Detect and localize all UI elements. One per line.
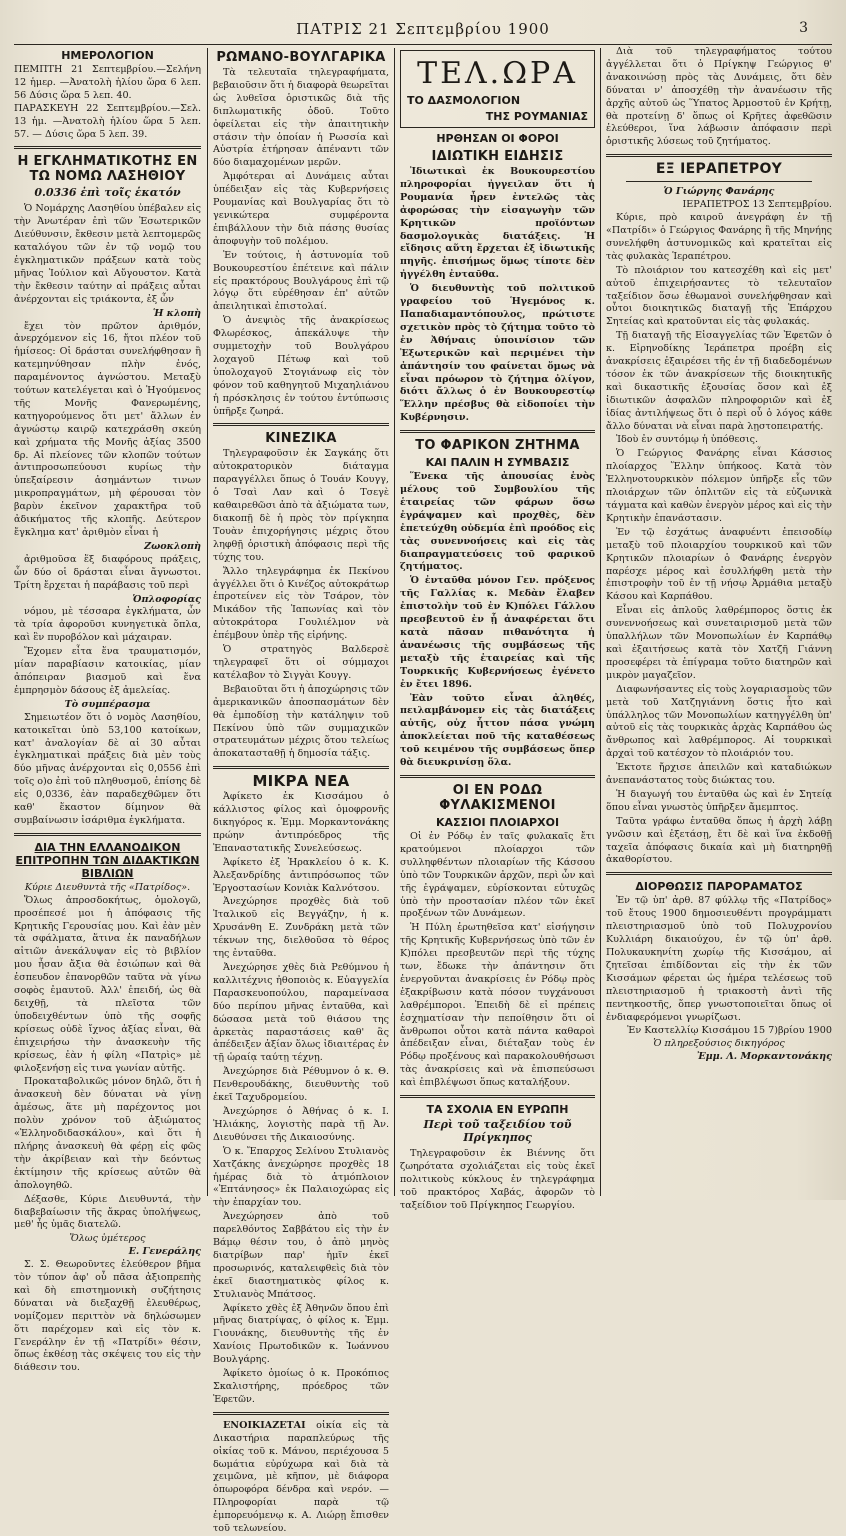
divider xyxy=(400,1095,595,1098)
article-subtitle: Περὶ τοῦ ταξειδίου τοῦ Πρίγκηπος xyxy=(423,1118,572,1144)
banner-subtitle: ΤΗΣ ΡΟΥΜΑΝΙΑΣ xyxy=(485,110,588,123)
article-paragraph: Δέξασθε, Κύριε Διευθυντά, τὴν διαβεβαίωσιν τῆς ἄκρας ὑπολήψεως, μεθ' ἧς ὑμᾶς διατελῶ. xyxy=(14,1193,201,1231)
article-paragraph: Ἡ διαγωγή του ἐνταῦθα ὡς καὶ ἐν Σητείᾳ ὅπου εἶναι γνωστὸς ὑπῆρξεν ἄμεμπτος. xyxy=(606,788,832,813)
masthead xyxy=(0,20,846,42)
article-paragraph: Τὰ τελευταῖα τηλεγραφήματα, βεβαιοῦσιν ὅτι ἡ διαφορὰ θεωρεῖται ὡς λυθεῖσα ὁριστικῶς διὰ τῆς διπλωματικῆς ὁδοῦ. Τοῦτο ὀφείλεται εἰς τὴν ἀπαιτητικὴν στάσιν τὴν ὁποίαν ἡ Ρωσσία καὶ Αὐστρία ἐτήρησαν ἀπέναντι τῶν δύο διαμαχομένων μερῶν. xyxy=(213,67,389,169)
masthead-title: ΠΑΤΡΙΣ 21 Σεπτεμβρίου 1900 xyxy=(296,20,550,38)
article-title: ΔΙΑ ΤΗΝ ΕΛΛΑΝΟΔΙΚΟΝ ΕΠΙΤΡΟΠΗΝ ΤΩΝ ΔΙΔΑΚΤΙΚΩΝ ΒΙΒΛΙΩΝ xyxy=(15,840,200,880)
article-paragraph: Ταῦτα γράφω ἐνταῦθα ὅπως ἡ ἀρχὴ λάβῃ γνῶσιν καὶ ἐξετάσῃ, ἔτι δὲ καὶ ἵνα ἐκδοθῇ ταχεῖα ἀπόφασις δικαία καὶ μὴ διατηρηθῇ ἀκαθορίστου. xyxy=(606,815,832,866)
calendar-entry: ΠΕΜΠΤΗ 21 Σεπτεμβρίου.—Σελήνη 12 ἡμερ. —Ἀνατολὴ ἡλίου ὥρα 6 λεπ. 56 Δύσις ὥρα 5 λεπ. 40. xyxy=(14,64,201,101)
classified-ad-text: οἰκία εἰς τὰ Δικαστήρια παραπλεύρως τῆς οἰκίας τοῦ κ. Μάνου, περιέχουσα 5 δωμάτια εὐρύχωρα καὶ διὰ τὰ χειμῶνα, μὲ κῆπον, μὲ διάφορα ὀπωροφόρα δένδρα καὶ νερόν. — Πληροφορίαι παρὰ τῷ ἐμπορευόμενῳ κ. Α. Λιώρῃ ἔπισθεν τοῦ τελωνείου. xyxy=(213,1419,389,1535)
article-title: ΚΙΝΕΖΙΚΑ xyxy=(265,431,337,447)
column-4 xyxy=(606,46,832,1196)
letter-signature: Ε. Γενεράλης xyxy=(128,1246,201,1258)
divider xyxy=(213,1412,389,1415)
article-subtitle: ΚΑΣΣΙΟΙ ΠΛΟΙΑΡΧΟΙ xyxy=(435,815,560,829)
article-paragraph: Διὰ τοῦ τηλεγραφήματος τούτου ἀγγέλλεται ὅτι ὁ Πρίγκηψ Γεώργιος θ' ἀνακοινώσῃ πρὸς τὰς Δυνάμεις, ὅτι δὲν δύναται ν' ἀποσχέθῃ τὴν ἀνανέωσιν τῆς ἀρχῆς αὐτοῦ ὡς Ὕπατος Ἁρμοστοῦ ἐν Κρήτῃ, θὰ προτείνῃ δ' ὅπως οἱ Κρῆτες ἀφεθῶσιν ἐλεύθεροι, ἵνα λάβωσιν ἀπόφασιν περὶ ὁριστικῆς λύσεως τοῦ ζητήματος. xyxy=(606,46,832,148)
article-paragraph: Ἰδιωτικαὶ ἐκ Βουκουρεστίου πληροφορίαι ἠγγειλαν ὅτι ἡ Ρουμανία ἦρεν ἐντελῶς τὰς ἀφορώσας τὴν εἰσαγωγὴν τῶν Κρητικῶν προϊόντων δασμολογικὰς διατάξεις. Ἡ εἴδησις αὕτη ἔρχεται ἐξ ἰδιωτικῆς πηγῆς. ἐπισήμως ὅμως τίποτε δὲν ἠγγέλθη ἐνταῦθα. xyxy=(400,166,595,281)
news-item: Ἀφίκετο ἐξ Ἡρακλείου ὁ κ. Κ. Ἀλεξανδρίδης ἀντιπρόσωπος τῶν Ἐργοστασίων Κονιὰκ Καλνότσου. xyxy=(213,856,389,894)
column-rule-2 xyxy=(394,48,395,1196)
article-paragraph: Τηλεγραφοῦσιν ἐκ Σαγκάης ὅτι αὐτοκρατορικὸν διάταγμα παραγγέλλει ὅπως ὁ Τουάν Κουγγ, ὁ Τσαὶ Λαν καὶ ὁ Τσεγὲ καθαιρεθῶσι ἀπὸ τὰ ἀξιώματα των, διακοπῇ δὲ ἡ πρὸς τὸν πρίγκηπα Τουὰν ἐπιχορήγησις μέχρις ὅτου ληφθῇ ὁριστικὴ ἀπόφασις περὶ τῆς τύχης του. xyxy=(213,448,389,563)
divider xyxy=(14,146,201,149)
article-paragraph: Σημειωτέον ὅτι ὁ νομὸς Λασηθίου, κατοικεῖται ὑπὸ 53,100 κατοίκων, κατ' ἀναλογίαν δὲ αἱ 30 αὗται ἐγκληματικαὶ πράξεις διὰ μὲν τοὺς δύο μῆνας ἀνέρχονται εἰς 0,0556 ἐπὶ τοῖς ο)ο ἐπὶ τοῦ πληθυσμοῦ, ἐπίσης δὲ εἰς 0,0336, ἐὰν παραδεχθῶμεν ὅτι καθ' ἕκαστον δίμηνον θὰ συμβαίνωσιν ἰσάριθμα ἐγκλήματα. xyxy=(14,711,201,826)
divider xyxy=(400,430,595,433)
article-paragraph: ἔχει τὸν πρῶτον ἀριθμόν, ἀνερχόμενον εἰς 16, ἤτοι πλέον τοῦ ἡμίσεος: Οἱ δράσται συνελήφθησαν ἢ κατεμηνύθησαν πλὴν ἑνός, παραμένοντος ἀγνώστου. Μεταξὺ τούτων κατελέγεται καὶ ὁ Ἡγούμενος τῆς Μονῆς Φανερωμένης, κατηγορούμενος ὅτι μετ' ἄλλων ἐν ἀγνώστῳ καιρῷ κατεχράσθη σκεύη καὶ χρήματα τῆς Μονῆς ἀξίας 3500 δρ. Αἱ πλείονες τῶν κλοπῶν τούτων ἀντιπροσωπεύουσι κυρίως τὴν ὑπεξαίρεσιν ἀσημάντων τινων μικροπραγμάτων, μὴ φέρουσαι τὸν βαρὺν ἐκεῖνον χαρακτῆρα τοῦ ἀδικήματος τῆς κλοπῆς. Δεύτερον ἔγκλημα κατ' ἀριθμὸν εἶναι ἡ xyxy=(14,320,201,538)
article-title: ΜΙΚΡΑ ΝΕΑ xyxy=(252,772,350,791)
article-title: ΔΙΟΡΘΩΣΙΣ ΠΑΡΟΡΑΜΑΤΟΣ xyxy=(635,880,803,894)
article-paragraph: Εἶναι εἰς ἀπλοῦς λαθρέμπορος ὅστις ἐκ συνεννοήσεως καὶ συνεταιρισμοῦ μετὰ τῶν ὑπαλλήλων τῶν Μονοπωλίων ἐν Καρπάθῳ καὶ ἐξαιτήσεως κατὰ τὸν Χατζῆ Γιάννη προσεφέρει τὰ ἐπίγραμα τοῦτο διατηρῶν καὶ μικρὸν μαγαζεῖον. xyxy=(606,605,832,681)
article-paragraph: Τηλεγραφοῦσιν ἐκ Βιέννης ὅτι ζωηρότατα σχολιάζεται εἰς τοὺς ἐκεῖ πολιτικοὺς κύκλους ἐν τηλεγράφημα τοῦ πρακτόρος Χαβάς, ἀφορῶν τὸ ταξείδιον τοῦ Πρίγκηπος Γεωργίου. xyxy=(400,1147,595,1211)
article-paragraph: Ὁ ἐνταῦθα μόνον Γεν. πρόξενος τῆς Γαλλίας κ. Μεδὰν ἔλαβεν ἐπιστολὴν τοῦ ἐν Κ)πόλει Γάλλου πρεσβευτοῦ ἐν ᾗ ἀναφέρεται ὅτι κατὰ πᾶσαν πιθανότητα ἡ ἀνανέωσις τῆς συμβάσεως τῆς μεταξὺ τῆς ἑταιρείας καὶ τῆς Τουρκικῆς Κυβερνήσεως ἐγένετο ἐν ἔτει 1896. xyxy=(400,575,595,690)
article-paragraph: νόμου, μὲ τέσσαρα ἐγκλήματα, ὧν τὰ τρία ἀφοροῦσι κυνηγετικὰ ὅπλα, καὶ ἓν πυροβόλον καὶ μάχαιραν. xyxy=(14,606,201,644)
letter-closing: Ὅλως ὑμέτερος xyxy=(69,1233,146,1245)
article-title: ΕΞ ΙΕΡΑΠΕΤΡΟΥ xyxy=(655,161,783,178)
news-item: Ἀνεχώρησε ὁ Ἀθήνας ὁ κ. Ι. Ἠλιάκης, λογιστὴς παρὰ τῇ Ἀν. Διευθύνσει τῆς Δικαιοσύνης. xyxy=(213,1105,389,1143)
article-paragraph: Βεβαιοῦται ὅτι ἡ ἀποχώρησις τῶν ἀμερικανικῶν ἀποσπασμάτων δὲν θὰ ἐμποδίσῃ τὴν κατάληψιν τοῦ Πεκίνου ὑπὸ τῶν συμμαχικῶν στρατευμάτων μέχρις ὅτου τελείως ἀποκατασταθῇ ἡ δημοσία τάξις. xyxy=(213,683,389,760)
article-paragraph: Ἔχομεν εἶτα ἕνα τραυματισμόν, μίαν παραβίασιν κατοικίας, μίαν ἀπόπειραν βιασμοῦ καὶ ἕνα ἐμπρησμὸν δάσους ἐξ ἀμελείας. xyxy=(14,646,201,696)
article-paragraph: Ὅλως ἀπροσδοκήτως, ὁμολογῶ, προσέπεσέ μοι ἡ ἀπόφασις τῆς Κρητικῆς Γερουσίας μου. Καὶ ἐὰν μὲν τὰ σφάλματα, ἅτινα ἐκ παναδήλων αἰτιῶν ἀνεκάλυψαν εἰς τὸ βιβλίον μου ἦσαν ἄξια θὰ ἐσιώπων καὶ θὰ ἐσπευδον ἐπανορθῶν ταῦτα νὰ γίνω σοφὸς ἐμαυτοῦ. Ἀλλ' ἐπειδή, ὡς θὰ δειχθῇ, τὰ πλεῖστα τῶν ὑποδειχθέντων ὑπὸ τῆς σοφῆς κρίσεως οὐδὲ ἴχνος ἀξίας εἶναι, θὰ ἐπιχειρήσω τὴν ἀνασκευὴν τῆς κρίσεως, ἐὰν ἡ φίλη «Πατρὶς» μὲ φιλοξενήσῃ εἰς τινα γωνίαν αὐτῆς. xyxy=(14,894,201,1074)
article-paragraph: Ὁ στρατηγὸς Βαλδερσὲ τηλεγραφεῖ ὅτι οἱ σύμμαχοι κατέλαβον τὸ Σιγγὰι Κουγγ. xyxy=(213,644,389,681)
article-paragraph: Ἐὰν τοῦτο εἶναι ἀληθές, πειλαμβάνομεν εἰς τὰς διατάξεις αὐτῆς, οὐχ ἧττον πάσα γνώμη ἀποκλείεται ποῦ τῆς καταθέσεως τοῦ κειμένου τῆς συμβάσεως ὅπερ θὰ διευκρινίσῃ ὅλα. xyxy=(400,692,595,769)
article-title: ΗΡΘΗΣΑΝ ΟΙ ΦΟΡΟΙ xyxy=(436,132,559,145)
page-number: 3 xyxy=(799,20,808,36)
dateline: ΙΕΡΑΠΕΤΡΟΣ 13 Σεπτεμβρίου. xyxy=(682,199,832,211)
section-head: Ζωοκλοπὴ xyxy=(144,540,201,552)
article-paragraph: Ὁ διευθυντὴς τοῦ πολιτικοῦ γραφείου τοῦ Ἡγεμόνος κ. Παπαδιαμαντόπουλος, πρώτιστε σχετικὸν πρὸς τὸ ζήτημα τοῦτο τὸ ἐν Ἀθήναις ὑποινίσιον τῶν Ἐξωτερικῶν καὶ περιμένει τὴν ἀπάντησίν του φαίνεται ὅμως νὰ εἶναι πρόωρον τὸ ζήτημα ὀλίγον, διότι ἄλλως ὁ ἐν Βουκουρεστίῳ Ἕλλην πρέσβυς θὰ εἰδοποίει τὴν Κυβέρνησιν. xyxy=(400,283,595,424)
article-title: Η ΕΓΚΛΗΜΑΤΙΚΟΤΗΣ ΕΝ ΤΩ ΝΟΜΩ ΛΑΣΗΘΙΟΥ xyxy=(17,154,198,185)
news-item: Ἀνεχώρησε προχθὲς διὰ τοῦ Ἰταλικοῦ εἰς Βεγγάζην, ἡ κ. Χρυσάνθη Ε. Ζυνδράκη μετὰ τῶν τέκνων της, διελθοῦσα τὸ θέρος της ἐνταῦθα. xyxy=(213,896,389,960)
column-1 xyxy=(14,46,201,1374)
divider xyxy=(626,181,812,182)
article-title: ΡΩΜΑΝΟ-ΒΟΥΛΓΑΡΙΚΑ xyxy=(216,50,386,65)
classified-ad-title: ΕΝΟΙΚΙΑΖΕΤΑΙ xyxy=(223,1419,306,1431)
article-paragraph: Σ. Σ. Θεωροῦντες ἐλεύθερον βῆμα τὸν τύπον ἀφ' οὗ πᾶσα ἀξιοπρεπὴς καὶ δὴ επιστημονικὴ συζήτησις δύναται νὰ διεξαχθῇ ἐλευθέρως, νομίζομεν περιττὸν νὰ δηλώσωμεν ὅτι παρέχομεν καὶ εἰς τὸν κ. Γενεράλην ἐν τῇ «Πατρίδι» θέσιν, ὅπως ἐκθέσῃ τὰς σκέψεις του εἰς τὴν διάθεσιν του. xyxy=(14,1259,201,1374)
article-title: ΟΙ ΕΝ ΡΟΔΩ ΦΥΛΑΚΙΣΜΕΝΟΙ xyxy=(439,782,556,813)
banner-title: ΤΕΛ.ΩΡΑ xyxy=(417,56,578,91)
article-paragraph: Ἡ Πύλη ἐρωτηθεῖσα κατ' εἰσήγησιν τῆς Κρητικῆς Κυβερνήσεως ὑπὸ τῶν ἐν Κ)πόλει πρεσβευτῶν περὶ τῆς τύχης των, ἔδωκε τὴν ἀπάντησιν ὅτι ἐνεργοῦνται ἀνακρίσεις ἐν Ρόδῳ πρὸς ἐξακρίβωσιν κατὰ πόσον τυγχάνουσι λαθρέμποροι. Ἐπειδὴ δὲ εἰ πρέπεις ἐσχηματίσαν τὴν πεποίθησιν ὅτι οἱ ἄνθρωποι οὗτοι κατὰ πάντα καθαροὶ ἀπέδειξαν εἶναι, διέταξαν τοὺς ἐν Ρόδῳ προξένους καὶ παρακολουθήσωσι τὰς ἀνακρίσεις καὶ νὰ ἐπισπεύσωσι καὶ ἐπιβλέψωσι ὅπως καταλήξουν. xyxy=(400,922,595,1089)
column-rule-3 xyxy=(600,48,601,1196)
calendar-title: ΗΜΕΡΟΛΟΓΙΟΝ xyxy=(61,49,154,62)
news-item: Ὁ κ. Ἔπαρχος Σελίνου Στυλιανὸς Χατζάκης ἀνεχώρησε προχθὲς 18 ἡμέρας διὰ τὸ ἀτμόπλοιον «Ἐπτάνησος» ἐκ Παλαιοχώρας εἰς τὴν ἐπαρχίαν του. xyxy=(213,1145,389,1209)
article-paragraph: Ἐν τῷ ὑπ' ἀρθ. 87 φύλλῳ τῆς «Πατρίδος» τοῦ ἔτους 1900 δημοσιευθέντι προγράμματι πλειστηριασμοῦ ὑπὸ τοῦ Πολυχρονίου Κυλλιάρη δικαιούχου, ἐν τῷ ὑπ' ἀρθ. Πολυκαυκηνίτη χωρίῳ τῆς Κισσάμου, αἱ ζητεῖσαι ἐπιδίδονται εἰς τὴν ἐκ τῶν Κισσάμων φέρεται ὡς ἡμέρα τελέσεως τοῦ πλειστηριασμοῦ ἡ τριακοστὴ ἀντὶ τῆς πεντηκοστῆς, ὅπερ γνωστοποιεῖται ὅπως οἱ ἐνδιαφερόμενοι γνωρίζωσι. xyxy=(606,895,832,1023)
divider xyxy=(213,423,389,426)
article-paragraph: ἀριθμοῦσα ἕξ διαφόρους πράξεις, ὧν δύο οἱ δράσται εἶναι ἄγνωστοι. Τρίτη ἔρχεται ἡ παράβασις τοῦ περὶ xyxy=(14,553,201,591)
article-paragraph: Ἕνεκα τῆς ἀπουσίας ἑνὸς μέλους τοῦ Συμβουλίου τῆς ἑταιρείας τῶν φάρων ὅσω ἐγράψαμεν καὶ προχθὲς, δὲν ἐπετεύχθη οὐδεμία ἐπὶ προόδος εἰς τὰς συνεννοήσεις καὶ εἰς τὰς διαπραγματεύσεις τοῦ φαρικοῦ ζητήματος. xyxy=(400,471,595,573)
article-paragraph: Τῇ διαταγῇ τῆς Εἰσαγγελίας τῶν Ἐφετῶν ὁ κ. Εἰρηνοδίκης Ἱεράπετρα προέβη εἰς ἀνακρίσεις ἐξαιρέσει τῆς ἐν τῇ διαδεδομένων τόσον ἐκ τῶν ἀνακρίσεων τῆς διοικητικῆς καὶ δικαστικῆς ἐξουσίας ὅσον καὶ ἐξ ἰδιωτικῶν ἀσφαλῶν πληροφοριῶν καὶ ἐξ ἰδίας ἀντιλήψεως ὅτι ὁ περὶ οὗ ὁ λόγος κάθε ἄλλο δύναται νὰ εἶναι παρὰ λῃστοπειρατής. xyxy=(606,330,832,432)
divider xyxy=(400,775,595,778)
article-paragraph: Ὁ ἀνεψιὸς τῆς ἀνακρίσεως Φλωρέσκος, ἀπεκάλυψε τὴν συμμετοχὴν τοῦ Βουλγάρου λοχαγοῦ Πέτωφ καὶ τοῦ ὑπολοχαγοῦ Στογιάνωφ εἰς τὸν φόνον τοῦ καθηγητοῦ Μιχαηλιάνου ἡ πρόσκλησις ἐν τούτου ἐντύπωσις ὑπῆρξε ζωηρά. xyxy=(213,315,389,417)
article-paragraph: Ἄλλο τηλεγράφημα ἐκ Πεκίνου ἀγγέλλει ὅτι ὁ Κινέζος αὐτοκράτωρ ἐπροτείνεν εἰς τὸν Τσάρον, τὸν Μικάδον τῆς Ἰαπωνίας καὶ τὸν αὐτοκράτορα Γουλιέλμον νὰ ἐπέμβουν ὑπὲρ τῆς εἰρήνης. xyxy=(213,565,389,642)
news-item: Ἀνεχώρησεν ἀπὸ τοῦ παρελθόντος Σαββάτου εἰς τὴν ἐν Βάμῳ θέσιν του, ὁ ἀπὸ μηνὸς διατρίβων παρ' ἡμῖν ἐκεῖ προσωρινός, καταλειφθεὶς διὰ τὸν ἐκεῖ διαστηματικὸς φίλος κ. Στυλιανὸς Μπάτσος. xyxy=(213,1211,389,1300)
news-item: Ἀνεχώρησε χθὲς διὰ Ρεθύμνου ἡ καλλιτέχνις ἠθοποιὸς κ. Εὐαγγελία Παρασκευοπούλου, παραμείνασα δύο περίπου μῆνας ἐνταῦθα, καὶ δώσασα μετὰ τοῦ θιάσου της ἀρκετὰς παραστάσεις καθ' ἃς ἀπέδειξεν ἀξίαν ὅλως ἰδιαιτέρας ἐν τῇ ὡραίᾳ ταύτῃ τέχνῃ. xyxy=(213,962,389,1064)
news-item: Ἀνεχώρησε διὰ Ρέθυμνον ὁ κ. Θ. Πενθερουδάκης, διευθυντὴς τοῦ ἐκεῖ Ταχυδρομείου. xyxy=(213,1066,389,1104)
article-paragraph: Τὸ πλοιάριον του κατεσχέθη καὶ εἰς μετ' αὐτοῦ ἐπιχειρήσαντες τὸ τελευταῖον ταξείδιον ὅσω ἐθωμανοὶ συνελήφθησαν καὶ οὗτοι διοικητικῶς διαταγῇ τῆς Ἐπάρχου Σητείας καὶ κρατοῦνται εἰς τὰς φυλακάς. xyxy=(606,264,832,328)
divider xyxy=(606,872,832,875)
divider xyxy=(213,766,389,769)
article-subtitle: ΚΑΙ ΠΑΛΙΝ Η ΣΥΜΒΑΣΙΣ xyxy=(425,456,570,470)
article-title: ΤΟ ΦΑΡΙΚΟΝ ΖΗΤΗΜΑ xyxy=(415,438,580,454)
news-item: Ἀφίκετο ὁμοίως ὁ κ. Προκόπιος Σκαλιστήρης, πρόεδρος τῶν Ἐφετῶν. xyxy=(213,1368,389,1405)
article-subtitle: Ὁ Γιώργης Φανάρης xyxy=(663,186,775,198)
article-paragraph: Ὁ Νομάρχης Λασηθίου ὑπέβαλεν εἰς τὴν Ἀνωτέραν ἐπὶ τῶν Ἐσωτερικῶν Διεύθυνσιν, ἔκθεσιν μετὰ λεπτομερῶς καταλόγου τῶν ἐν τῷ νομῷ του ἐγκληματικῶν πράξεων κατὰ τοὺς μῆνας Ἰούλιον καὶ Αὔγουστον. Κατὰ τὴν ἔκθεσιν ταύτην αἱ πράξεις αὗται ἀνέρχονται εἰς τριάκοντα, ἐξ ὧν xyxy=(14,203,201,305)
dateline: Ἐν Καστελλίῳ Κισσάμου 15 7)βρίου 1900 xyxy=(627,1025,832,1037)
article-paragraph: Ἐκτοτε ἤρχισε ἀπειλῶν καὶ καταδιώκων ἀνεπανάστατος τοὺς διώκτας του. xyxy=(606,762,832,787)
article-paragraph: Ἐν τούτοις, ἡ ἀστυνομία τοῦ Βουκουρεστίου ἐπέτεινε καὶ πάλιν εἰς πρακτόρους Βουλγάρους ἐπὶ τῷ λόγῳ ὅτι εὑρέθησαν ἐπ' αὐτῶν ἀπειλητικαὶ ἐπιστολαί. xyxy=(213,249,389,313)
section-head: Ἡ κλοπὴ xyxy=(152,307,201,319)
article-paragraph: Ἐν τῷ ἐσχάτως ἀναφυέντι ἐπεισοδίῳ μεταξὺ τοῦ πλοιαρχίου τουρκικοῦ καὶ τῶν Κρητικῶν πλοιαρίων ὁ Φανάρης ἐνεργὸν παρέσχε μέρος καὶ ἐσυλλήφθη μετὰ τὴν ἐπιστροφὴν τοῦ ἐν τῇ νήσῳ Ἀρμάθια μεταξὺ Κάσου καὶ Καρπάθου. xyxy=(606,526,832,603)
article-paragraph: Διαφωνήσαντες εἰς τοὺς λογαριασμοὺς τῶν μετὰ τοῦ Χατζηγιάννη ὅστις ἦτο καὶ ὑπάλληλος τῶν Μονοπωλίων κατηγγέλθη ὑπ' αὐτοῦ εἰς τὰς τουρκικὰς ἀρχὰς Καρπάθου ὡς ἄνθρωπος καὶ λαθρέμπορος. Αἱ τουρκικαὶ ἀρχαὶ τοῦ κατέσχον τὸ πλοιάριόν του. xyxy=(606,683,832,760)
section-head: Τὸ συμπέρασμα xyxy=(64,698,151,710)
article-paragraph: Ἀμφότεραι αἱ Δυνάμεις αὗται ὑπέδειξαν εἰς τὰς Κυβερνήσεις Ρουμανίας καὶ Βουλγαρίας ὅτι τὸ γενικώτερα συμφέροντα ἐπιβάλλουν τὴν διὰ πάσης θυσίας ἀποφυγὴν τοῦ πολέμου. xyxy=(213,171,389,247)
article-paragraph: Κύριε, πρὸ καιροῦ ἀνεγράφη ἐν τῇ «Πατρίδι» ὁ Γεώργιος Φανάρης ἢ τῆς Μηνήης συνελήφθη ἀστυνομικῶς καὶ κρατεῖται εἰς τὰς φυλακὰς Ἱεραπέτρου. xyxy=(606,212,832,262)
article-paragraph: Ἰδοὺ ἐν συντόμῳ ἡ ὑπόθεσις. xyxy=(616,434,759,446)
masthead-rule xyxy=(14,44,832,45)
article-paragraph: Ὁ Γεώργιος Φανάρης εἶναι Κάσσιος πλοίαρχος Ἕλλην ὑπήκοος. Κατὰ τὸν Ἑλληνοτουρκικὸν πόλεμον ὑπῆρξε εἷς τῶν πλοιάρχων τῶν ὁπλιτῶν εἰς τὰ εὐζωνικὰ τάγματα καὶ καθὼν ἐνεργὸν μέρος καὶ εἰς τὴν Κρητικὴν ἐπανάστασιν. xyxy=(606,448,832,524)
column-rule-1 xyxy=(207,48,208,1196)
classified-ad xyxy=(213,1420,389,1536)
notice-signature: Ἐμμ. Λ. Μορκαντονάκης xyxy=(696,1051,832,1063)
news-item: Ἀφίκετο χθὲς ἐξ Ἀθηνῶν ὅπου ἐπὶ μῆνας διατρίψας, ὁ φίλος κ. Ἐμμ. Γιουνάκης, διευθυντὴς τῆς ἐν Χανίοις Πρωτοδικῶν κ. Ἰωάννου Βουλγάρης. xyxy=(213,1302,389,1366)
divider xyxy=(14,833,201,836)
article-paragraph: Προκαταβολικῶς μόνον δηλῶ, ὅτι ἡ ἀνασκευὴ δὲν δύναται νὰ γίνῃ ἀμέσως, ἅτε μὴ παρέχοντος μοι πολὺν χρόνον τοῦ ἀξιώματος «Ἑλληνοδιδασκάλου», καὶ ὅτι ἡ πλήρης ἀνασκευὴ θὰ φέρῃ εἰς φῶς τὴν ἀκρίβειαν καὶ τὴν δεόντως ἐκτίμησιν τῆς κρίσεως αὐτῶν θὰ ἀπολογηθῶ. xyxy=(14,1076,201,1191)
column-3 xyxy=(400,46,595,1211)
article-subtitle: ΙΔΙΩΤΙΚΗ ΕΙΔΗΣΙΣ xyxy=(431,149,564,164)
article-title: ΤΑ ΣΧΟΛΙΑ ΕΝ ΕΥΡΩΠΗ xyxy=(426,1103,569,1117)
news-item: Ἀφίκετο ἐκ Κισσάμου ὁ κάλλιστος φίλος καὶ ὁμοφρονῆς δικηγόρος κ. Ἐμμ. Μορκαντονάκης πρώην ἀντιπρόεδρος τῆς Ἐπαναστατικῆς Συνελεύσεως. xyxy=(213,791,389,854)
column-2 xyxy=(213,46,389,1535)
section-head: Ὁπλοφορίας xyxy=(132,593,201,605)
banner-box xyxy=(400,50,595,128)
divider xyxy=(606,154,832,157)
letter-salutation: Κύριε Διευθυντὰ τῆς «Πατρίδος». xyxy=(24,881,191,893)
calendar-entry: ΠΑΡΑΣΚΕΥΗ 22 Σεπτεμβρίου.—Σελ. 13 ἡμ. —Ἀνατολὴ ἡλίου ὥρα 5 λεπ. 57. — Δύσις ὥρα 5 λεπ. 39. xyxy=(14,102,201,140)
banner-subtitle: ΤΟ ΔΑΣΜΟΛΟΓΙΟΝ xyxy=(407,94,521,107)
notice-closing: Ὁ πληρεξούσιος δικηγόρος xyxy=(653,1038,785,1050)
article-subtitle: 0.0336 ἐπὶ τοῖς ἑκατόν xyxy=(34,186,181,200)
article-paragraph: Οἱ ἐν Ρόδῳ ἐν ταῖς φυλακαῖς ἔτι κρατούμενοι πλοίαρχοι τῶν συλληφθέντων πλοιαρίων τῆς Κάσσου ὑπὸ τῶν Τουρκικῶν ἀρχῶν, περὶ ὧν καὶ τῆς ἐγράψαμεν, εὑρίσκονται εὐτυχῶς ὑπὸ τὴν προστασίαν πλέον τῶν ἐκεῖ προξένων τῶν Δυνάμεων. xyxy=(400,830,595,920)
